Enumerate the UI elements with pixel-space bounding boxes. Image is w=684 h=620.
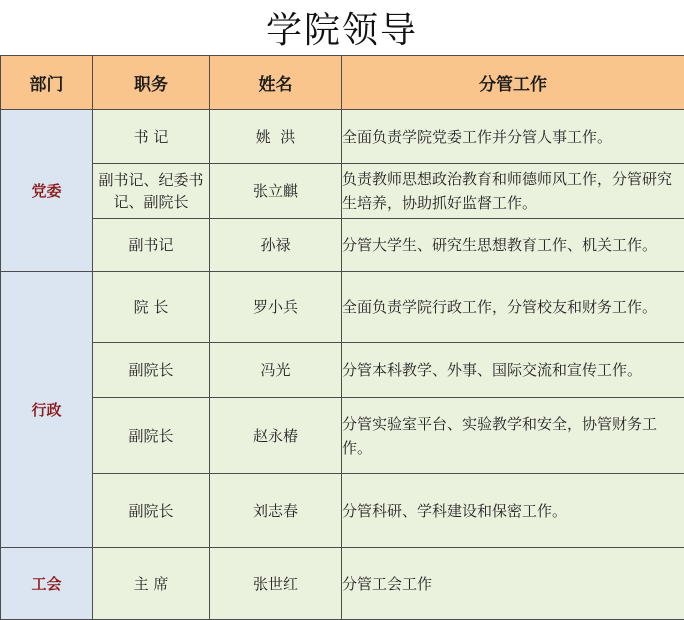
dept-union: 工会	[1, 548, 93, 620]
row-position: 副院长	[93, 343, 210, 398]
row-position: 书 记	[93, 110, 210, 164]
row-name: 刘志春	[210, 474, 342, 548]
header-duty: 分管工作	[342, 56, 684, 110]
row-position: 副院长	[93, 474, 210, 548]
table-row	[1, 219, 684, 272]
row-position: 主 席	[93, 548, 210, 620]
dept-party: 党委	[1, 110, 93, 272]
table-row	[1, 548, 684, 620]
row-duty: 分管工会工作	[342, 548, 684, 620]
dept-admin: 行政	[1, 272, 93, 548]
table-row	[1, 343, 684, 398]
row-duty: 负责教师思想政治教育和师德师风工作，分管研究生培养，协助抓好监督工作。	[342, 164, 684, 219]
header-name: 姓名	[210, 56, 342, 110]
row-position: 副书记、纪委书记、副院长	[93, 164, 210, 219]
header-dept: 部门	[1, 56, 93, 110]
row-duty: 全面负责学院行政工作，分管校友和财务工作。	[342, 272, 684, 343]
row-name: 张立麒	[210, 164, 342, 219]
row-duty: 分管大学生、研究生思想教育工作、机关工作。	[342, 219, 684, 272]
row-position: 副院长	[93, 398, 210, 474]
header-position: 职务	[93, 56, 210, 110]
row-name: 赵永椿	[210, 398, 342, 474]
row-name: 张世红	[210, 548, 342, 620]
row-duty: 分管本科教学、外事、国际交流和宣传工作。	[342, 343, 684, 398]
table-row	[1, 272, 684, 343]
table-row	[1, 398, 684, 474]
table-header-row	[1, 56, 684, 110]
row-name: 姚 洪	[210, 110, 342, 164]
row-duty: 全面负责学院党委工作并分管人事工作。	[342, 110, 684, 164]
page-title: 学院领导	[265, 10, 418, 51]
row-duty: 分管实验室平台、实验教学和安全，协管财务工作。	[342, 398, 684, 474]
row-name: 孙禄	[210, 219, 342, 272]
row-position: 副书记	[93, 219, 210, 272]
table-row	[1, 164, 684, 219]
table-row	[1, 110, 684, 164]
row-name: 罗小兵	[210, 272, 342, 343]
row-position: 院 长	[93, 272, 210, 343]
row-duty: 分管科研、学科建设和保密工作。	[342, 474, 684, 548]
row-name: 冯光	[210, 343, 342, 398]
leaders-table	[0, 55, 684, 620]
table-row	[1, 474, 684, 548]
